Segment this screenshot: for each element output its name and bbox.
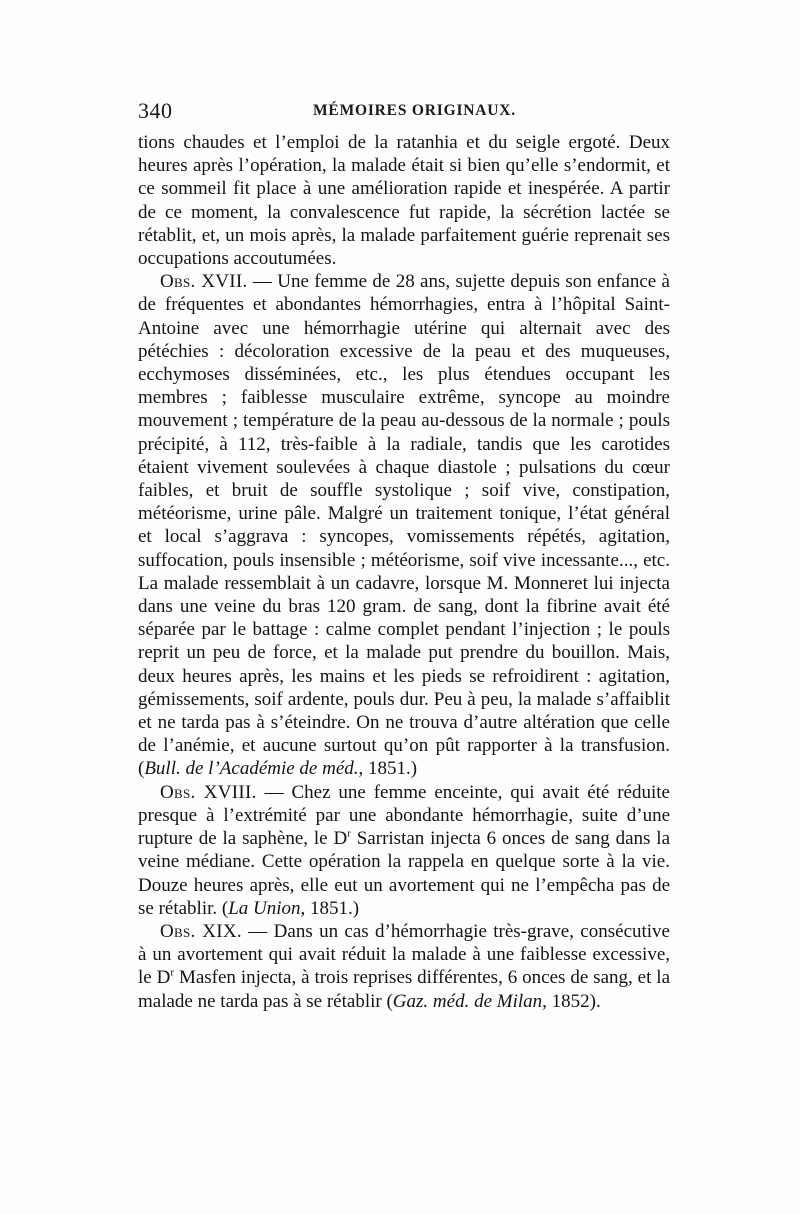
- body-text: [138, 131, 670, 1013]
- observation-xvii: [138, 270, 670, 780]
- citation-tail: , 1851.): [300, 897, 360, 919]
- citation-tail: , 1852).: [542, 990, 601, 1012]
- superscript: r: [170, 966, 175, 979]
- page-number: 340: [138, 98, 173, 123]
- observation-text: — Dans un cas d’hémorrhagie très-grave, consécutive à un avortement qui avait réduit la malade à une faiblesse excessive, le D: [138, 920, 670, 989]
- citation: Bull. de l’Académie de méd.: [144, 758, 359, 780]
- observation-text: — Une femme de 28 ans, sujette depuis son enfance à de fréquentes et abondantes hémorrhagies, entra à l’hôpital Saint-Antoine avec une hémorrhagie utérine qui alternait avec des pétéchies : décoloration excessive de la peau et des muqueuses, ecchymoses disséminées, etc., les plus étendues occupant les membres ; faiblesse musculaire extrême, syncope au moindre mouvement ; température de la peau au-dessous de la normale ; pouls précipité, à 112, très-faible à la radiale, tandis que les carotides étaient vivement soulevées à chaque diastole ; pulsations du cœur faibles, et bruit de souffle systolique ; soif vive, constipation, météorisme, urine pâle. Malgré un traitement tonique, l’état général et local s’aggrava : syncopes, vomissements répétés, agitation, suffocation, pouls insensible ; météorisme, soif vive incessante..., etc. La malade ressemblait à un cadavre, lorsque M. Monneret lui injecta dans une veine du bras 120 gram. de sang, dont la fibrine avait été séparée par le battage : calme complet pendant l’injection ; le pouls reprit un peu de force, et la malade put prendre du bouillon. Mais, deux heures après, les mains et les pieds se refroidirent : agitation, gémissements, soif ardente, pouls dur. Peu à peu, la malade s’affaiblit et ne tarda pas à s’éteindre. On ne trouva d’autre altération que celle de l’anémie, et aucune surtout qu’on pût rapporter à la transfusion. (: [138, 271, 670, 780]
- superscript: r: [347, 827, 351, 840]
- observation-xix: [138, 920, 670, 1013]
- paragraph-continuation: [138, 131, 670, 270]
- page-header: [138, 98, 670, 128]
- citation: La Union: [228, 897, 301, 919]
- paragraph-text: tions chaudes et l’emploi de la ratanhia et du seigle ergoté. Deux heures après l’opération, la malade était si bien qu’elle s’endormit, et ce sommeil fit place à une amélioration rapide et inespérée. A partir de ce moment, la convalescence fut rapide, la sécrétion lactée se rétablit, et, un mois après, la malade parfaitement guérie reprenait ses occupations accoutumées.: [138, 132, 670, 270]
- observation-label: Obs. XVII.: [160, 271, 248, 293]
- observation-text-continued: Sarristan injecta 6 onces de sang dans la veine médiane. Cette opération la rappela en quelque sorte à la vie. Douze heures après, elle eut un avortement qui ne l’empêcha pas de se rétablir. (: [138, 828, 671, 919]
- observation-label: Obs. XIX.: [160, 920, 242, 942]
- observation-label: Obs. XVIII.: [160, 781, 257, 803]
- citation-tail: , 1851.): [358, 758, 418, 780]
- observation-text-continued: Masfen injecta, à trois reprises différentes, 6 onces de sang, et la malade ne tarda pas à se rétablir (: [138, 967, 671, 1012]
- observation-xviii: [138, 781, 670, 920]
- observation-text: — Chez une femme enceinte, qui avait été réduite presque à l’extrémité par une abondante hémorrhagie, suite d’une rupture de la saphène, le D: [138, 781, 670, 850]
- running-title: MÉMOIRES ORIGINAUX.: [313, 102, 516, 119]
- citation: Gaz. méd. de Milan: [392, 990, 543, 1012]
